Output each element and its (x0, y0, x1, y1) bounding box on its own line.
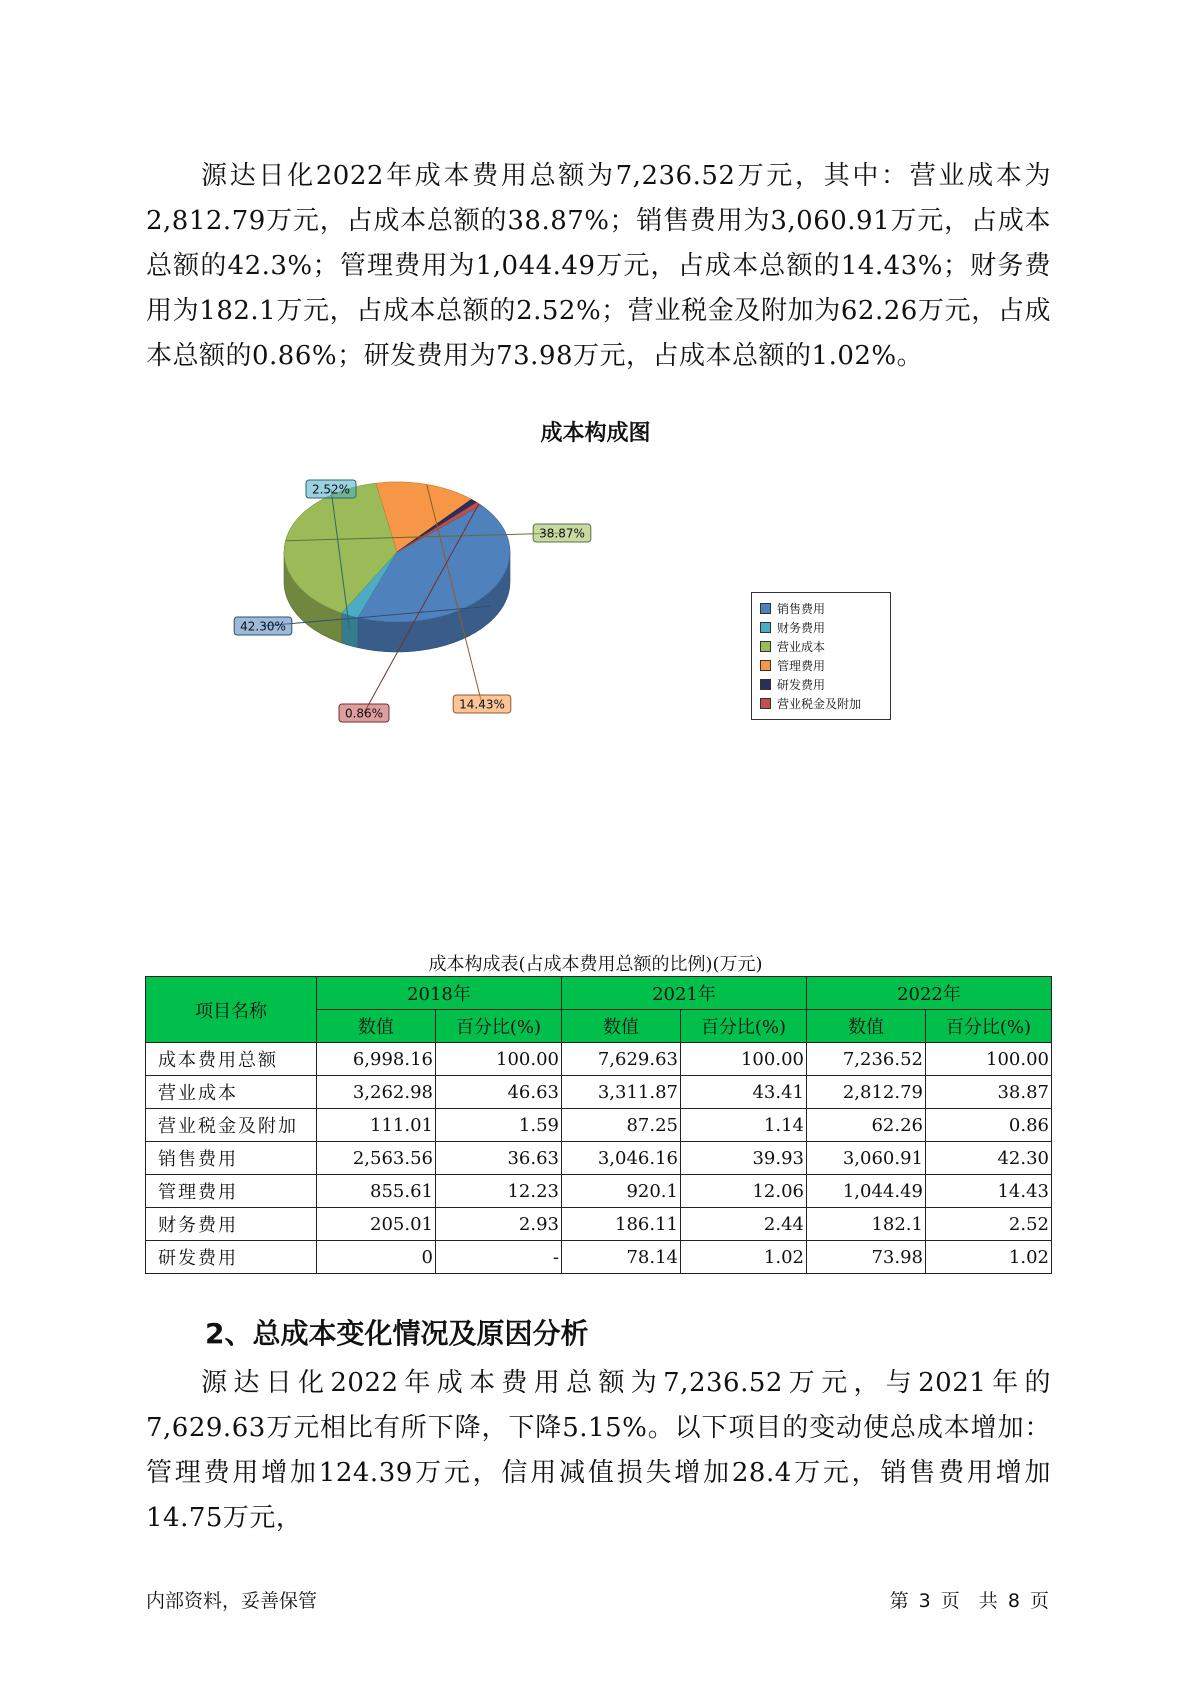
legend-label: 研发费用 (777, 678, 826, 692)
table-cell: 39.93 (680, 1142, 806, 1175)
table-cell: 2.52 (925, 1208, 1051, 1241)
sub-header: 百分比(%) (680, 1010, 806, 1043)
table-cell: 3,046.16 (561, 1142, 680, 1175)
row-label: 管理费用 (146, 1175, 317, 1208)
sub-header: 百分比(%) (436, 1010, 562, 1043)
sub-header: 数值 (806, 1010, 925, 1043)
legend-label: 营业成本 (777, 640, 826, 654)
table-cell: 2.93 (436, 1208, 562, 1241)
table-cell: 182.1 (806, 1208, 925, 1241)
legend-swatch (760, 641, 771, 652)
page-prefix: 第 (889, 1590, 909, 1612)
legend-item (760, 675, 884, 694)
table-cell: 43.41 (680, 1076, 806, 1109)
table-cell: 100.00 (680, 1043, 806, 1076)
pie-data-label: 14.43% (459, 697, 505, 712)
legend-item (760, 656, 884, 675)
table-cell: 0.86 (925, 1109, 1051, 1142)
row-label: 财务费用 (146, 1208, 317, 1241)
table-cell: 205.01 (317, 1208, 436, 1241)
table-row (146, 1043, 1052, 1076)
item-name-header: 项目名称 (146, 977, 317, 1043)
table-cell: 3,060.91 (806, 1142, 925, 1175)
table-cell: 186.11 (561, 1208, 680, 1241)
table-cell: 1.14 (680, 1109, 806, 1142)
row-label: 研发费用 (146, 1241, 317, 1274)
chart-legend (751, 592, 891, 720)
table-cell: 100.00 (925, 1043, 1051, 1076)
table-cell: 1.02 (680, 1241, 806, 1274)
pie-chart (200, 470, 640, 730)
legend-swatch (760, 622, 771, 633)
row-label: 销售费用 (146, 1142, 317, 1175)
legend-item (760, 637, 884, 656)
table-cell: 62.26 (806, 1109, 925, 1142)
legend-label: 营业税金及附加 (777, 697, 862, 711)
table-row (146, 1142, 1052, 1175)
table-cell: 6,998.16 (317, 1043, 436, 1076)
table-cell: 36.63 (436, 1142, 562, 1175)
table-cell: 920.1 (561, 1175, 680, 1208)
page-suffix: 页 (1029, 1590, 1049, 1612)
page-mid: 页 共 (940, 1590, 998, 1612)
table-cell: 78.14 (561, 1241, 680, 1274)
table-cell: 2.44 (680, 1208, 806, 1241)
legend-item (760, 599, 884, 618)
table-cell: 1.02 (925, 1241, 1051, 1274)
year-header-2018: 2018年 (317, 977, 562, 1010)
sub-header: 数值 (317, 1010, 436, 1043)
table-cell: 2,812.79 (806, 1076, 925, 1109)
chart-title: 成本构成图 (540, 421, 651, 446)
table-cell: 14.43 (925, 1175, 1051, 1208)
legend-label: 财务费用 (777, 621, 826, 635)
table-cell: 111.01 (317, 1109, 436, 1142)
table-cell: 1.59 (436, 1109, 562, 1142)
year-header-2021: 2021年 (561, 977, 806, 1010)
row-label: 成本费用总额 (146, 1043, 317, 1076)
table-cell: 12.06 (680, 1175, 806, 1208)
legend-item (760, 618, 884, 637)
pie-data-label: 42.30% (240, 619, 286, 634)
legend-label: 管理费用 (777, 659, 826, 673)
table-row (146, 1076, 1052, 1109)
pie-data-label: 0.86% (344, 706, 384, 721)
intro-paragraph: 源达日化2022年成本费用总额为7,236.52万元，其中：营业成本为2,812.79万元，占成本总额的38.87%；销售费用为3,060.91万元，占成本总额的42.3%；管理费用为1,044.49万元，占成本总额的14.43%；财务费用为182.1万元，占成本总额的2.52%；营业税金及附加为62.26万元，占成本总额的0.86%；研发费用为73.98万元，占成本总额的1.02%。 (146, 161, 1051, 371)
table-cell: 7,629.63 (561, 1043, 680, 1076)
legend-swatch (760, 679, 771, 690)
pie-data-label: 2.52% (311, 482, 351, 497)
table-cell: 73.98 (806, 1241, 925, 1274)
legend-swatch (760, 603, 771, 614)
legend-swatch (760, 660, 771, 671)
footer-confidential: 内部资料，妥善保管 (146, 1590, 318, 1612)
table-row (146, 1109, 1052, 1142)
table-cell: 3,311.87 (561, 1076, 680, 1109)
table-row (146, 1175, 1052, 1208)
table-cell: 7,236.52 (806, 1043, 925, 1076)
table-caption: 成本构成表(占成本费用总额的比例)(万元) (428, 954, 763, 975)
table-cell: 3,262.98 (317, 1076, 436, 1109)
table-cell: 2,563.56 (317, 1142, 436, 1175)
table-row (146, 1241, 1052, 1274)
footer-page-number (888, 1586, 1051, 1613)
legend-label: 销售费用 (777, 602, 826, 616)
table-cell: 38.87 (925, 1076, 1051, 1109)
table-cell: 46.63 (436, 1076, 562, 1109)
table-cell: 1,044.49 (806, 1175, 925, 1208)
table-cell: 42.30 (925, 1142, 1051, 1175)
row-label: 营业成本 (146, 1076, 317, 1109)
year-header-2022: 2022年 (806, 977, 1051, 1010)
cost-structure-table (145, 976, 1052, 1274)
sub-header: 数值 (561, 1010, 680, 1043)
legend-swatch (760, 698, 771, 709)
page-total: 8 (1007, 1590, 1020, 1612)
table-row (146, 1208, 1052, 1241)
table-cell: 0 (317, 1241, 436, 1274)
legend-item (760, 694, 884, 713)
analysis-paragraph: 源达日化2022年成本费用总额为7,236.52万元，与2021年的7,629.63万元相比有所下降，下降5.15%。以下项目的变动使总成本增加：管理费用增加124.39万元，信用减值损失增加28.4万元，销售费用增加14.75万元， (146, 1368, 1051, 1533)
row-label: 营业税金及附加 (146, 1109, 317, 1142)
table-cell: - (436, 1241, 562, 1274)
page-current: 3 (918, 1590, 931, 1612)
table-cell: 87.25 (561, 1109, 680, 1142)
table-cell: 100.00 (436, 1043, 562, 1076)
table-cell: 855.61 (317, 1175, 436, 1208)
sub-header: 百分比(%) (925, 1010, 1051, 1043)
section-title: 2、总成本变化情况及原因分析 (205, 1317, 589, 1350)
pie-data-label: 38.87% (539, 526, 585, 541)
table-cell: 12.23 (436, 1175, 562, 1208)
